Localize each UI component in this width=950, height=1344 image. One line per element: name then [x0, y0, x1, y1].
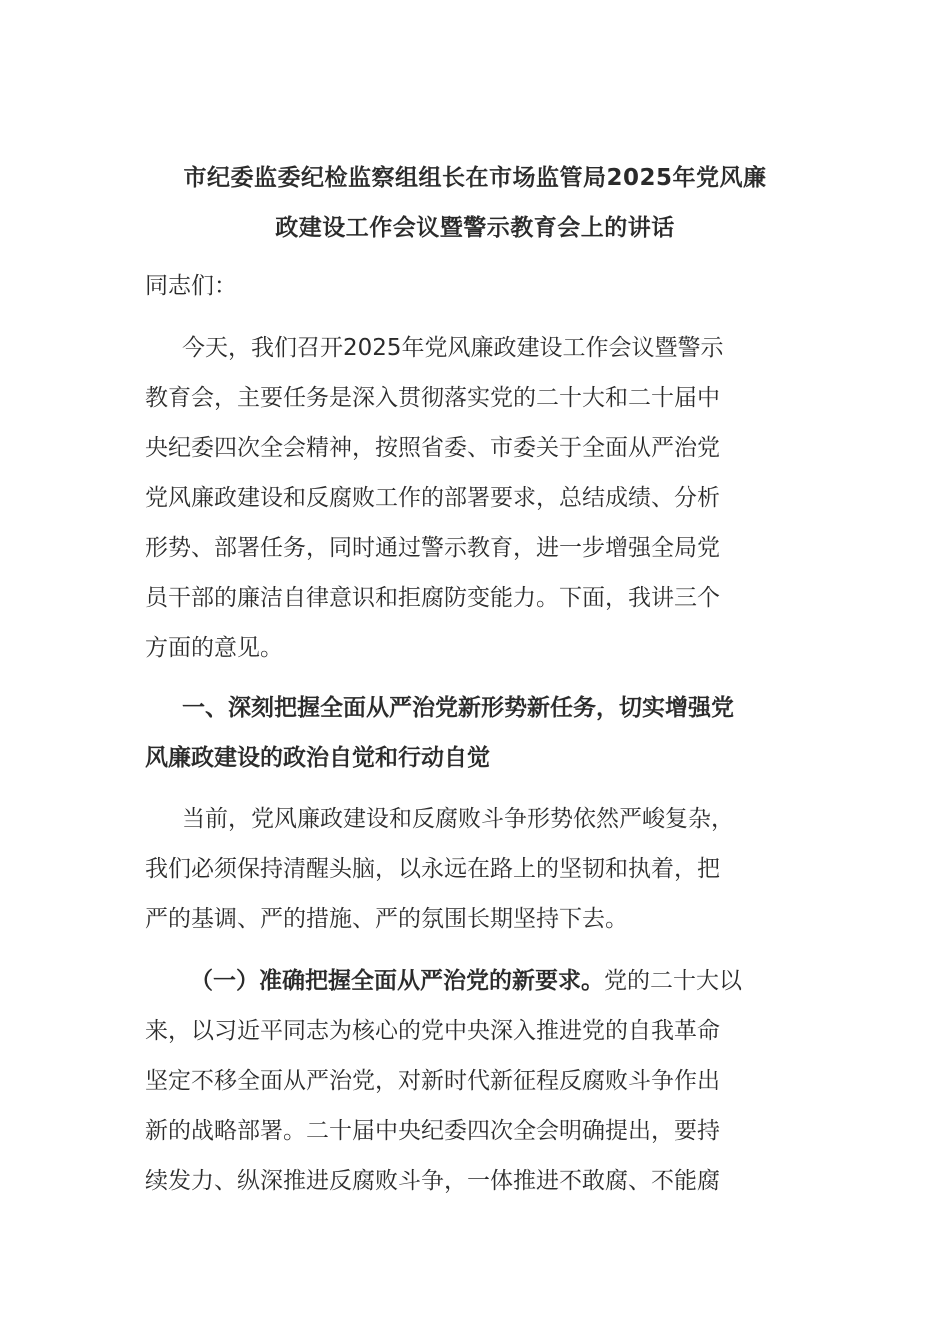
paragraph-line: 当前，党风廉政建设和反腐败斗争形势依然严峻复杂，: [182, 806, 734, 832]
title-line: 政建设工作会议暨警示教育会上的讲话: [275, 215, 675, 241]
paragraph-line: 新的战略部署。二十届中央纪委四次全会明确提出，要持: [145, 1118, 720, 1144]
paragraph-line: 来，以习近平同志为核心的党中央深入推进党的自我革命: [145, 1018, 720, 1044]
subsection-1-paragraph: [145, 956, 810, 1206]
salutation: [145, 261, 810, 311]
paragraph-line: 坚定不移全面从严治党，对新时代新征程反腐败斗争作出: [145, 1068, 720, 1094]
heading-line: 风廉政建设的政治自觉和行动自觉: [145, 745, 490, 771]
intro-paragraph: [145, 323, 810, 673]
paragraph-line: 续发力、纵深推进反腐败斗争，一体推进不敢腐、不能腐: [145, 1168, 720, 1194]
paragraph-line: 严的基调、严的措施、严的氛围长期坚持下去。: [145, 906, 628, 932]
paragraph-line: 党风廉政建设和反腐败工作的部署要求，总结成绩、分析: [145, 485, 720, 511]
salutation-text: 同志们：: [145, 273, 237, 299]
document-title: [145, 153, 805, 253]
paragraph-line: 央纪委四次全会精神，按照省委、市委关于全面从严治党: [145, 435, 720, 461]
title-line: 市纪委监委纪检监察组组长在市场监管局2025年党风廉: [183, 165, 767, 191]
paragraph-line: 员干部的廉洁自律意识和拒腐防变能力。下面，我讲三个: [145, 585, 720, 611]
subsection-1-heading: （一）准确把握全面从严治党的新要求。: [190, 968, 604, 994]
paragraph-line: 形势、部署任务，同时通过警示教育，进一步增强全局党: [145, 535, 720, 561]
paragraph-line-rest: 党的二十大以: [604, 968, 742, 994]
paragraph-line: 我们必须保持清醒头脑，以永远在路上的坚韧和执着，把: [145, 856, 720, 882]
paragraph-line: 方面的意见。: [145, 635, 283, 661]
section-1-paragraph: [145, 794, 810, 944]
paragraph-line: [145, 956, 810, 1006]
section-1-heading: [145, 683, 810, 783]
paragraph-line: 教育会，主要任务是深入贯彻落实党的二十大和二十届中: [145, 385, 720, 411]
heading-line: 一、深刻把握全面从严治党新形势新任务，切实增强党: [182, 695, 734, 721]
paragraph-line: 今天，我们召开2025年党风廉政建设工作会议暨警示: [182, 335, 724, 361]
